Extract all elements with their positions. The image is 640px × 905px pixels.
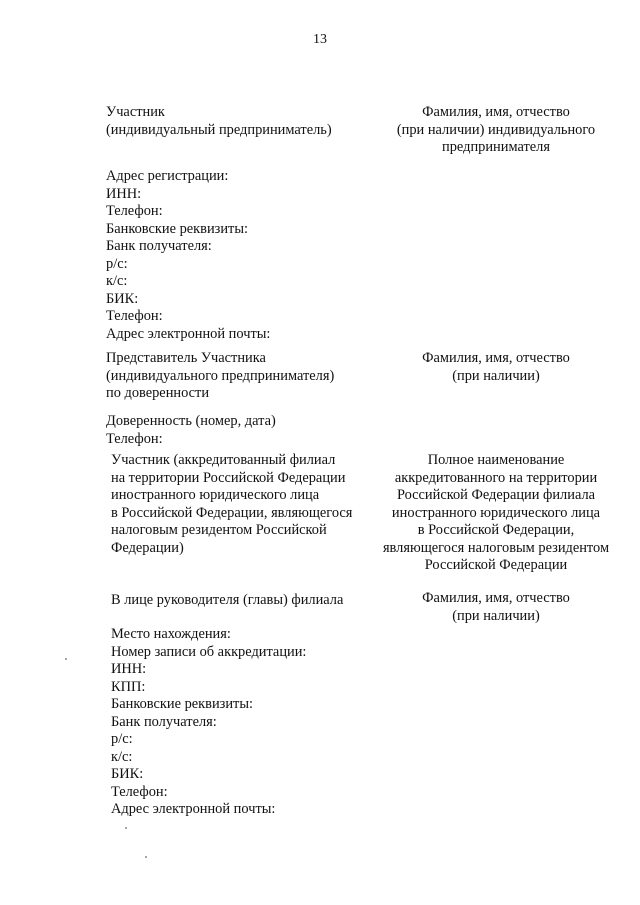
branch-head-label xyxy=(111,592,381,610)
text-line: Федерации) xyxy=(111,539,184,556)
representative-fields xyxy=(106,413,396,448)
field-label: Адрес электронной почты: xyxy=(111,801,276,817)
text-line: в Российской Федерации, являющегося xyxy=(111,504,353,521)
participant-ip-name-caption xyxy=(376,104,616,157)
text-line: Участник (аккредитованный филиал xyxy=(111,452,336,468)
text-line: на территории Российской Федерации xyxy=(111,469,346,486)
text-line: Российской Федерации филиала xyxy=(396,487,596,503)
field-label: р/с: xyxy=(106,255,128,272)
representative-name-caption xyxy=(376,350,616,385)
field-label: Номер записи об аккредитации: xyxy=(111,643,307,660)
scan-speck xyxy=(125,827,127,829)
scan-speck xyxy=(65,658,67,660)
field-label: Адрес электронной почты: xyxy=(106,325,271,342)
text-line: иностранного юридического лица xyxy=(111,487,320,503)
text-line: (при наличии) xyxy=(452,607,540,624)
field-label: Место нахождения: xyxy=(111,626,231,642)
text-line: Полное наименование xyxy=(427,452,565,468)
field-label: Телефон: xyxy=(106,308,163,324)
scan-speck xyxy=(145,856,147,858)
text-line: налоговым резидентом Российской xyxy=(111,522,327,538)
field-label: Банк получателя: xyxy=(111,713,217,730)
text-line: (при наличии) индивидуального xyxy=(396,121,596,138)
branch-head-name-caption xyxy=(376,590,616,625)
representative-label xyxy=(106,350,396,403)
field-label: БИК: xyxy=(106,290,139,307)
field-label: к/с: xyxy=(111,748,133,765)
field-label: Адрес регистрации: xyxy=(106,168,229,184)
field-label: Банковские реквизиты: xyxy=(106,220,248,237)
text-line: (индивидуального предпринимателя) xyxy=(106,367,335,384)
text-line: по доверенности xyxy=(106,385,210,401)
participant-ip-fields xyxy=(106,168,396,343)
text-line: Участник xyxy=(106,104,165,120)
text-line: Фамилия, имя, отчество xyxy=(422,350,570,366)
text-line: (индивидуальный предприниматель) xyxy=(106,121,332,138)
text-line: Фамилия, имя, отчество xyxy=(422,104,570,120)
text-line: предпринимателя xyxy=(442,139,550,155)
branch-fields xyxy=(111,626,381,819)
field-label: ИНН: xyxy=(106,185,142,202)
text-line: Российской Федерации xyxy=(424,557,568,573)
text-line: в Российской Федерации, xyxy=(417,522,575,538)
participant-ip-label xyxy=(106,104,396,139)
field-label: Банк получателя: xyxy=(106,238,212,254)
text-line: иностранного юридического лица xyxy=(391,504,601,521)
field-label: к/с: xyxy=(106,273,128,289)
text-line: Представитель Участника xyxy=(106,350,266,366)
field-label: КПП: xyxy=(111,678,146,695)
text-line: аккредитованного на территории xyxy=(394,469,598,486)
branch-participant-label xyxy=(111,452,381,557)
field-label: Телефон: xyxy=(111,783,168,800)
text-line: являющегося налоговым резидентом xyxy=(382,539,610,556)
field-label: Доверенность (номер, дата) xyxy=(106,413,276,429)
field-label: Банковские реквизиты: xyxy=(111,696,253,712)
text-line: Фамилия, имя, отчество xyxy=(422,590,570,606)
text-line: (при наличии) xyxy=(452,367,540,384)
field-label: р/с: xyxy=(111,731,133,747)
field-label: Телефон: xyxy=(106,203,163,219)
field-label: ИНН: xyxy=(111,661,147,677)
page-number: 13 xyxy=(313,32,327,47)
field-label: Телефон: xyxy=(106,430,163,447)
branch-full-name-caption xyxy=(376,452,616,575)
text-line: В лице руководителя (главы) филиала xyxy=(111,592,344,608)
field-label: БИК: xyxy=(111,766,144,782)
